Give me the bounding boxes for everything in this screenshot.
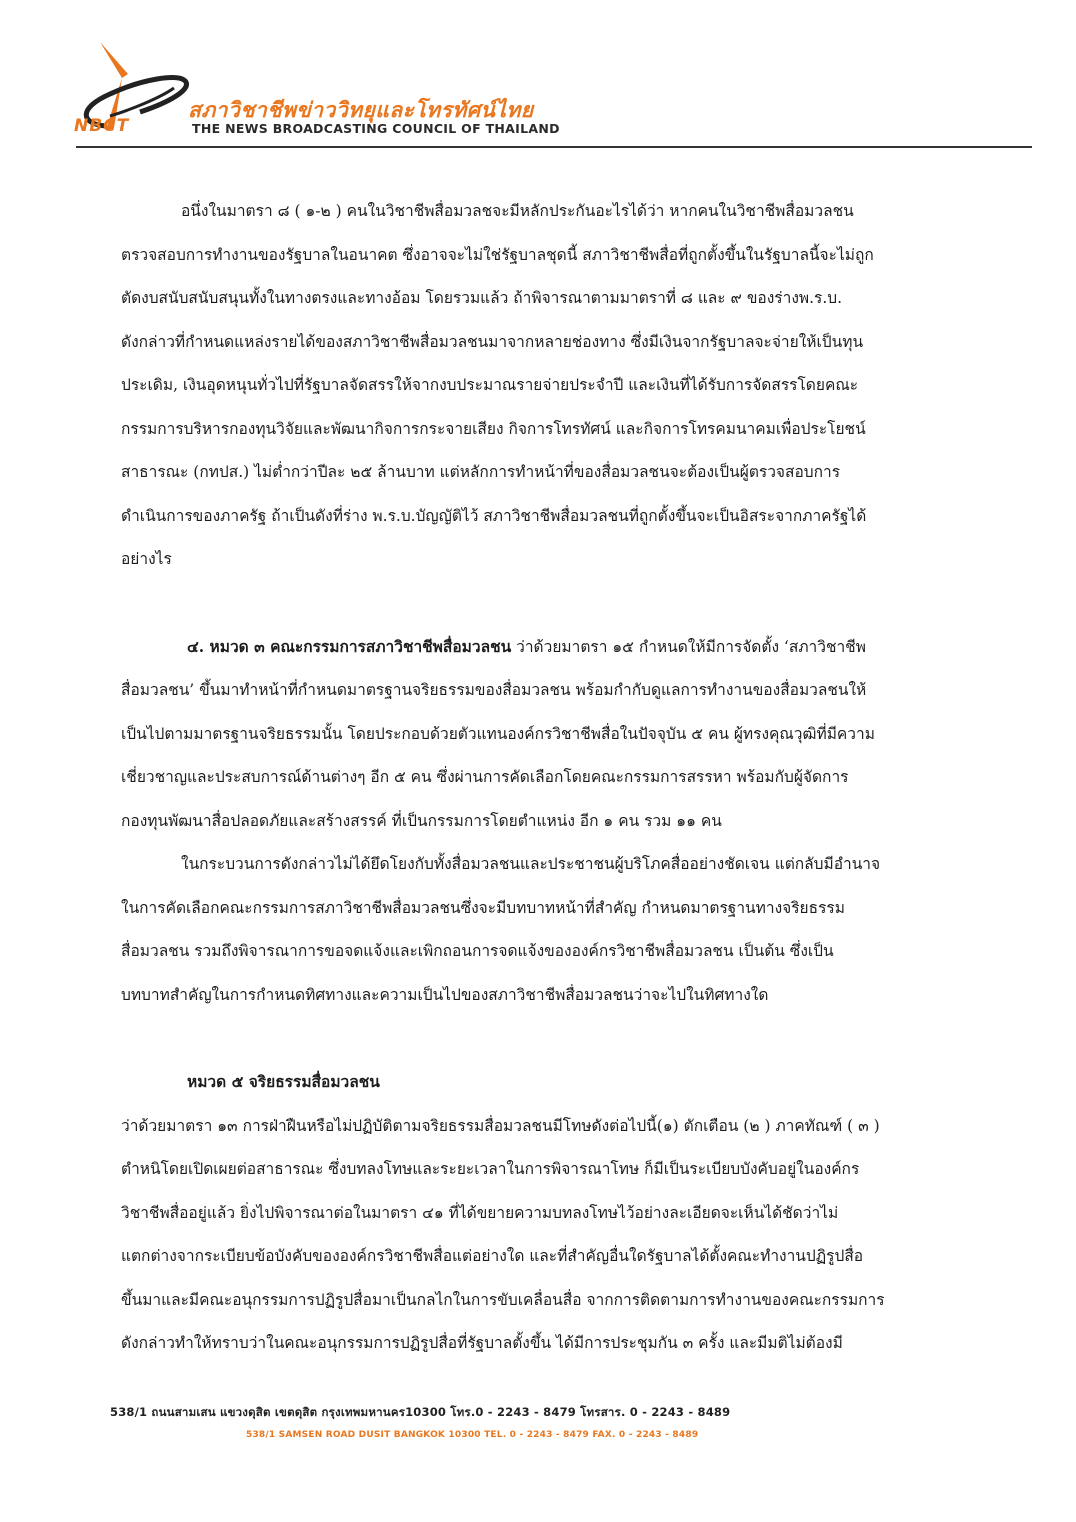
paragraph-line: สื่อมวลชน รวมถึงพิจารณาการขอจดแจ้งและเพิกถอนการจดแจ้งขององค์กรวิชาชีพสื่อมวลชน เป็นต้น ซึ่งเป็น: [121, 942, 834, 960]
paragraph-line: ดำเนินการของภาครัฐ ถ้าเป็นดังที่ร่าง พ.ร.บ.บัญญัติไว้ สภาวิชาชีพสื่อมวลชนที่ถูกตั้งขึ้นจะเป็นอิสระจากภาครัฐได้: [121, 506, 867, 525]
document-body: [121, 190, 993, 1366]
paragraph-line: ขึ้นมาและมีคณะอนุกรรมการปฏิรูปสื่อมาเป็นกลไกในการขับเคลื่อนสื่อ จากการติดตามการทำงานของคณะกรรมการ: [121, 1290, 885, 1309]
paragraph-line: ตรวจสอบการทำงานของรัฐบาลในอนาคต ซึ่งอาจจะไม่ใช่รัฐบาลชุดนี้ สภาวิชาชีพสื่อที่ถูกตั้งขึ้นในรัฐบาลนี้จะไม่ถูก: [121, 245, 874, 264]
paragraph-line: แตกต่างจากระเบียบข้อบังคับขององค์กรวิชาชีพสื่อแต่อย่างใด และที่สำคัญอื่นใดรัฐบาลได้ตั้งคณะทำงานปฏิรูปสื่อ: [121, 1247, 864, 1265]
header-divider: [76, 146, 1032, 148]
paragraph-line: กองทุนพัฒนาสื่อปลอดภัยและสร้างสรรค์ ที่เป็นกรรมการโดยตำแหน่ง อีก ๑ คน รวม ๑๑ คน: [121, 811, 722, 830]
paragraph-line: วิชาชีพสื่ออยู่แล้ว ยิ่งไปพิจารณาต่อในมาตรา ๔๑ ที่ได้ขยายความบทลงโทษไว้อย่างละเอียดจะเห็นได้ชัดว่าไม่: [121, 1203, 839, 1222]
logo-abbreviation: NBCT: [74, 116, 130, 136]
section-4-first-text: ว่าด้วยมาตรา ๑๕ กำหนดให้มีการจัดตั้ง ‘สภาวิชาชีพ: [511, 637, 866, 656]
paragraph-line: ในกระบวนการดังกล่าวไม่ได้ยึดโยงกับทั้งสื่อมวลชนและประชาชนผู้บริโภคสื่ออย่างชัดเจน แต่กลับมีอำนาจ: [181, 855, 881, 873]
section-4-first-line: [121, 625, 993, 670]
paragraph-line: สาธารณะ (กทปส.) ไม่ต่ำกว่าปีละ ๒๕ ล้านบาท แต่หลักการทำหน้าที่ของสื่อมวลชนจะต้องเป็นผู้ตรวจสอบการ: [121, 463, 841, 481]
paragraph-line: ตำหนิโดยเปิดเผยต่อสาธารณะ ซึ่งบทลงโทษและระยะเวลาในการพิจารณาโทษ ก็มีเป็นระเบียบบังคับอยู่ในองค์กร: [121, 1160, 860, 1178]
paragraph-line: ในการคัดเลือกคณะกรรมการสภาวิชาชีพสื่อมวลชนซึ่งจะมีบทบาทหน้าที่สำคัญ กำหนดมาตรฐานทางจริยธรรม: [121, 898, 845, 917]
paragraph-line: กรรมการบริหารกองทุนวิจัยและพัฒนากิจการกระจายเสียง กิจการโทรทัศน์ และกิจการโทรคมนาคมเพื่อประโยชน์: [121, 419, 866, 438]
section-4-heading: ๔. หมวด ๓ คณะกรรมการสภาวิชาชีพสื่อมวลชน: [187, 636, 512, 656]
letterhead-footer: [110, 1404, 990, 1440]
paragraph-line: เป็นไปตามมาตรฐานจริยธรรมนั้น โดยประกอบด้วยตัวแทนองค์กรวิชาชีพสื่อในปัจจุบัน ๕ คน ผู้ทรงคุณวุฒิที่มีความ: [121, 724, 875, 743]
paragraph-gap: [121, 582, 993, 625]
paragraph-line: อนึ่งในมาตรา ๘ ( ๑-๒ ) คนในวิชาชีพสื่อมวลชจะมีหลักประกันอะไรได้ว่า หากคนในวิชาชีพสื่อมวลชน: [181, 202, 854, 220]
paragraph-line: ว่าด้วยมาตรา ๑๓ การฝ่าฝืนหรือไม่ปฏิบัติตามจริยธรรมสื่อมวลชนมีโทษดังต่อไปนี้(๑) ตักเตือน (๒ ) ภาคทัณฑ์ ( ๓ ): [121, 1116, 880, 1135]
section-5-heading-line: [121, 1060, 993, 1105]
letterhead: [70, 38, 1032, 150]
paragraph-line: เชี่ยวชาญและประสบการณ์ด้านต่างๆ อีก ๕ คน ซึ่งผ่านการคัดเลือกโดยคณะกรรมการสรรหา พร้อมกับผู้จัดการ: [121, 768, 849, 786]
org-name-thai: สภาวิชาชีพข่าววิทยุและโทรทัศน์ไทย: [188, 98, 534, 122]
paragraph-line: ตัดงบสนับสนับสนุนทั้งในทางตรงและทางอ้อม โดยรวมแล้ว ถ้าพิจารณาตามมาตราที่ ๘ และ ๙ ของร่างพ.ร.บ.: [121, 289, 843, 307]
paragraph-line: อย่างไร: [121, 550, 172, 568]
paragraph-line: ดังกล่าวทำให้ทราบว่าในคณะอนุกรรมการปฏิรูปสื่อที่รัฐบาลตั้งขึ้น ได้มีการประชุมกัน ๓ ครั้ง และมีมติไม่ต้องมี: [121, 1334, 843, 1352]
paragraph-line: ประเดิม, เงินอุดหนุนทั่วไปที่รัฐบาลจัดสรรให้จากงบประมาณรายจ่ายประจำปี และเงินที่ได้รับการจัดสรรโดยคณะ: [121, 376, 859, 394]
section-5-heading: หมวด ๕ จริยธรรมสื่อมวลชน: [187, 1072, 380, 1091]
org-name-english: THE NEWS BROADCASTING COUNCIL OF THAILAND: [192, 121, 560, 136]
paragraph-line: ดังกล่าวที่กำหนดแหล่งรายได้ของสภาวิชาชีพสื่อมวลชนมาจากหลายช่องทาง ซึ่งมีเงินจากรัฐบาลจะจ่ายให้เป็นทุน: [121, 332, 864, 351]
paragraph-line: สื่อมวลชน’ ขึ้นมาทำหน้าที่กำหนดมาตรฐานจริยธรรมของสื่อมวลชน พร้อมกำกับดูแลการทำงานของสื่อมวลชนให้: [121, 681, 867, 699]
footer-address-english: 538/1 SAMSEN ROAD DUSIT BANGKOK 10300 TEL. 0 - 2243 - 8479 FAX. 0 - 2243 - 8489: [246, 1430, 699, 1440]
footer-address-thai: 538/1 ถนนสามเสน แขวงดุสิต เขตดุสิต กรุงเทพมหานคร10300 โทร.0 - 2243 - 8479 โทรสาร. 0 - 2243 - 8489: [110, 1405, 731, 1419]
paragraph-line: บทบาทสำคัญในการกำหนดทิศทางและความเป็นไปของสภาวิชาชีพสื่อมวลชนว่าจะไปในทิศทางใด: [121, 985, 769, 1004]
paragraph-gap: [121, 1017, 993, 1060]
